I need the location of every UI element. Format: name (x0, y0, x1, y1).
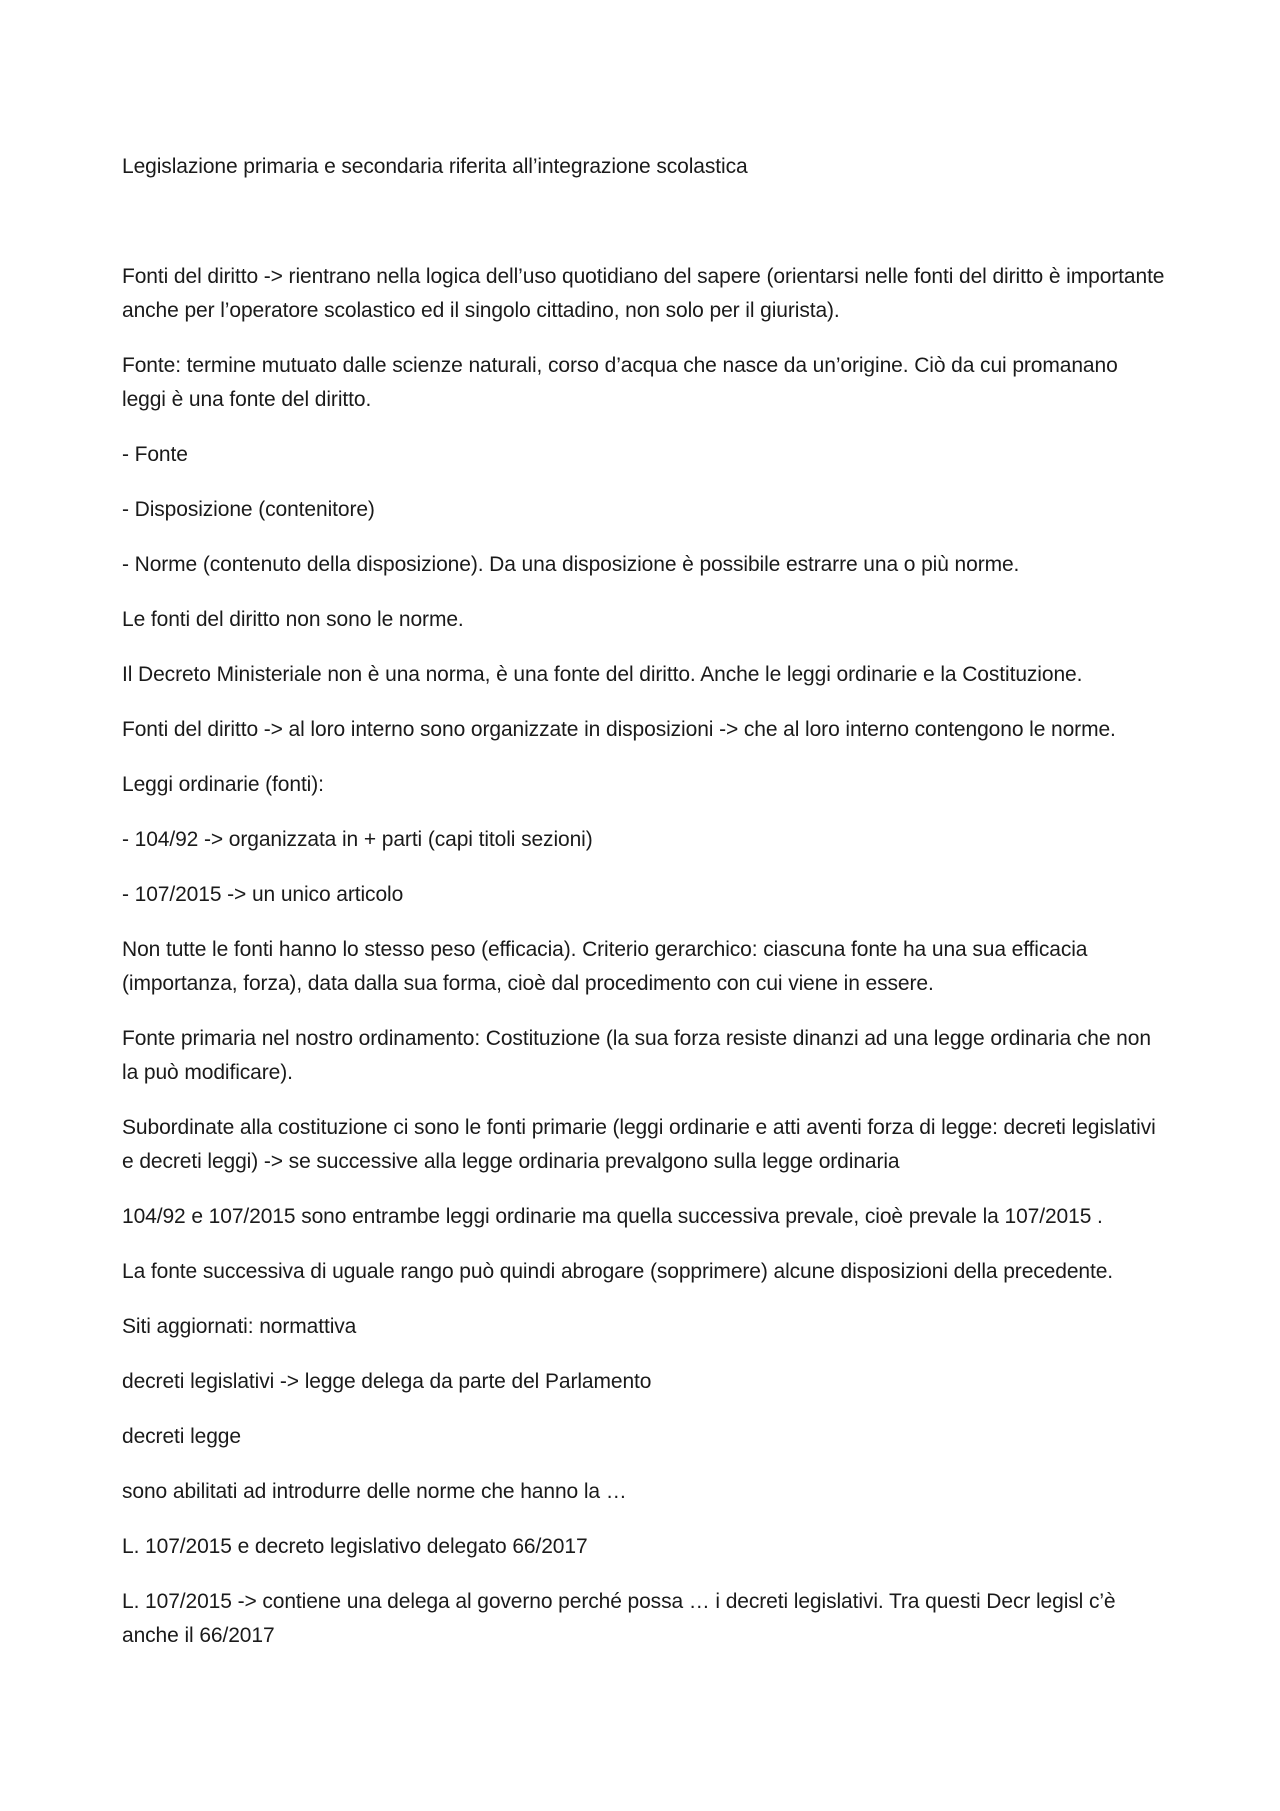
paragraph-fonti-non-norme: Le fonti del diritto non sono le norme. (122, 608, 464, 631)
paragraph-decreti-legge: decreti legge (122, 1425, 241, 1448)
document-body (122, 150, 1167, 1674)
paragraph-decreto-66-2017: L. 107/2015 e decreto legislativo delegato 66/2017 (122, 1535, 588, 1558)
paragraph-leggi-ordinarie: Leggi ordinarie (fonti): (122, 773, 324, 796)
list-item-disposizione: - Disposizione (contenitore) (122, 498, 375, 521)
paragraph-decreto-ministeriale: Il Decreto Ministeriale non è una norma, è una fonte del diritto. Anche le leggi ordinarie e la Costituzione. (122, 663, 1083, 686)
paragraph-siti-aggiornati: Siti aggiornati: normattiva (122, 1315, 357, 1338)
paragraph-fonti-subordinate: Subordinate alla costituzione ci sono le fonti primarie (leggi ordinarie e atti aventi forza di legge: decreti legislativi e decreti leggi) -> se successive alla legge ordinaria prevalgono sulla legge ordinaria (122, 1116, 1156, 1173)
list-item-107-2015: - 107/2015 -> un unico articolo (122, 883, 404, 906)
list-item-fonte: - Fonte (122, 443, 188, 466)
paragraph-norme-abilitate: sono abilitati ad introdurre delle norme che hanno la … (122, 1480, 627, 1503)
paragraph-prevalenza: 104/92 e 107/2015 sono entrambe leggi ordinarie ma quella successiva prevale, cioè prevale la 107/2015 . (122, 1205, 1103, 1228)
paragraph-definizione-fonte: Fonte: termine mutuato dalle scienze naturali, corso d’acqua che nasce da un’origine. Ciò da cui promanano leggi è una fonte del diritto. (122, 354, 1118, 411)
document-title: Legislazione primaria e secondaria riferita all’integrazione scolastica (122, 155, 748, 178)
paragraph-organizzazione-fonti: Fonti del diritto -> al loro interno sono organizzate in disposizioni -> che al loro interno contengono le norme. (122, 718, 1116, 741)
paragraph-criterio-gerarchico: Non tutte le fonti hanno lo stesso peso (efficacia). Criterio gerarchico: ciascuna fonte ha una sua efficacia (importanza, forza), data dalla sua forma, cioè dal procedimento con cui viene in essere. (122, 938, 1088, 995)
paragraph-fonte-primaria: Fonte primaria nel nostro ordinamento: Costituzione (la sua forza resiste dinanzi ad una legge ordinaria che non la può modificare). (122, 1027, 1151, 1084)
paragraph-abrogazione: La fonte successiva di uguale rango può quindi abrogare (sopprimere) alcune disposizioni della precedente. (122, 1260, 1114, 1283)
list-item-104-92: - 104/92 -> organizzata in + parti (capi titoli sezioni) (122, 828, 593, 851)
paragraph-fonti-del-diritto: Fonti del diritto -> rientrano nella logica dell’uso quotidiano del sapere (orientarsi nelle fonti del diritto è importante anche per l’operatore scolastico ed il singolo cittadino, non solo per il giurista). (122, 265, 1165, 322)
paragraph-delega-governo: L. 107/2015 -> contiene una delega al governo perché possa … i decreti legislativi. Tra questi Decr legisl c’è anche il 66/2017 (122, 1590, 1116, 1647)
list-item-norme: - Norme (contenuto della disposizione). Da una disposizione è possibile estrarre una o più norme. (122, 553, 1020, 576)
paragraph-decreti-legislativi: decreti legislativi -> legge delega da parte del Parlamento (122, 1370, 652, 1393)
